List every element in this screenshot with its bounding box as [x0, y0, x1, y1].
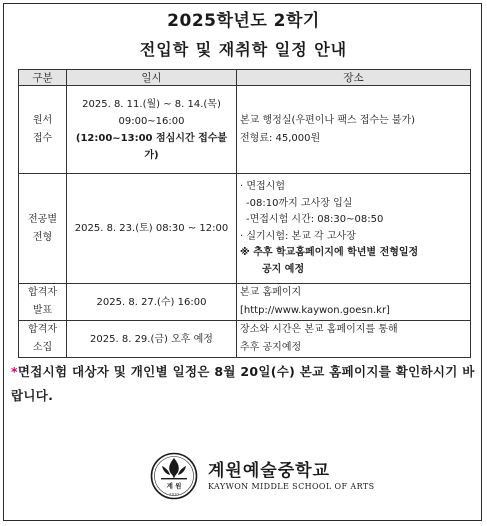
row-category	[19, 321, 67, 358]
footnote-text: 면접시험 대상자 및 개인별 일정은 8월 20일(수) 본교 홈페이지를 확인하시기 바랍니다.	[11, 364, 475, 403]
row-place	[237, 86, 471, 174]
table-row	[19, 174, 471, 284]
notice-footnote	[11, 360, 477, 408]
header-category: 구분	[19, 70, 67, 86]
row-category	[19, 174, 67, 284]
datetime-line: 2025. 8. 29.(금) 오후 예정	[90, 333, 213, 345]
row-place	[237, 174, 471, 284]
row-datetime	[67, 174, 237, 284]
table-row	[19, 321, 471, 358]
category-line: 합격자	[28, 287, 57, 298]
category-line: 원서	[32, 114, 53, 126]
category-line: 전공별	[28, 213, 57, 225]
place-line: 추후 공지예정	[240, 342, 302, 353]
category-line: 접수	[32, 132, 53, 144]
row-datetime	[67, 284, 237, 321]
datetime-line: (12:00~13:00 점심시간 접수불가)	[75, 132, 228, 161]
footnote-star: *	[11, 364, 18, 379]
category-line: 발표	[32, 305, 53, 316]
school-name-english: KAYWON MIDDLE SCHOOL OF ARTS	[208, 482, 375, 491]
row-category	[19, 284, 67, 321]
header-datetime: 일시	[67, 70, 237, 86]
school-name-korean: 계원예술중학교	[208, 461, 330, 481]
place-line: 장소와 시간은 본교 홈페이지를 통해	[240, 324, 398, 335]
place-line: · 면접시험	[240, 181, 285, 192]
datetime-line: 2025. 8. 11.(월) ~ 8. 14.(목)	[82, 98, 221, 110]
datetime-line: 09:00~16:00	[118, 115, 185, 127]
notice-subtitle: 전입학 및 재취학 일정 안내	[139, 40, 348, 59]
header-place: 장소	[237, 70, 471, 86]
row-place	[237, 321, 471, 358]
place-line: [http://www.kaywon.goesn.kr]	[240, 305, 390, 316]
place-line: 본교 행정실(우편이나 팩스 접수는 불가)	[240, 114, 416, 126]
place-line: -08:10까지 고사장 입실	[246, 197, 353, 209]
table-header-row	[19, 70, 471, 86]
school-seal-icon	[150, 452, 198, 500]
datetime-line: 2025. 8. 27.(수) 16:00	[96, 296, 207, 308]
row-category	[19, 86, 67, 174]
seal-text: 계 원	[166, 482, 182, 490]
place-line: 본교 홈페이지	[240, 287, 302, 298]
row-datetime	[67, 86, 237, 174]
place-line: · 실기시험: 본교 각 고사장	[240, 230, 356, 242]
place-line: 전형료: 45,000원	[240, 132, 321, 144]
table-row	[19, 284, 471, 321]
schedule-table	[18, 69, 471, 358]
place-line: 공지 예정	[262, 263, 305, 275]
datetime-line: 2025. 8. 23.(토) 08:30 ~ 12:00	[74, 223, 229, 234]
category-line: 합격자	[28, 324, 57, 335]
notice-title: 2025학년도 2학기	[167, 11, 320, 31]
place-line: ※ 추후 학교홈페이지에 학년별 전형일정	[240, 247, 419, 258]
table-row	[19, 86, 471, 174]
row-place	[237, 284, 471, 321]
category-line: 소집	[32, 342, 53, 353]
place-line: -면접시험 시간: 08:30~08:50	[246, 214, 384, 225]
category-line: 전형	[32, 231, 53, 243]
seal-year: 2010	[169, 491, 179, 497]
row-datetime	[67, 321, 237, 358]
school-logo	[150, 452, 390, 502]
